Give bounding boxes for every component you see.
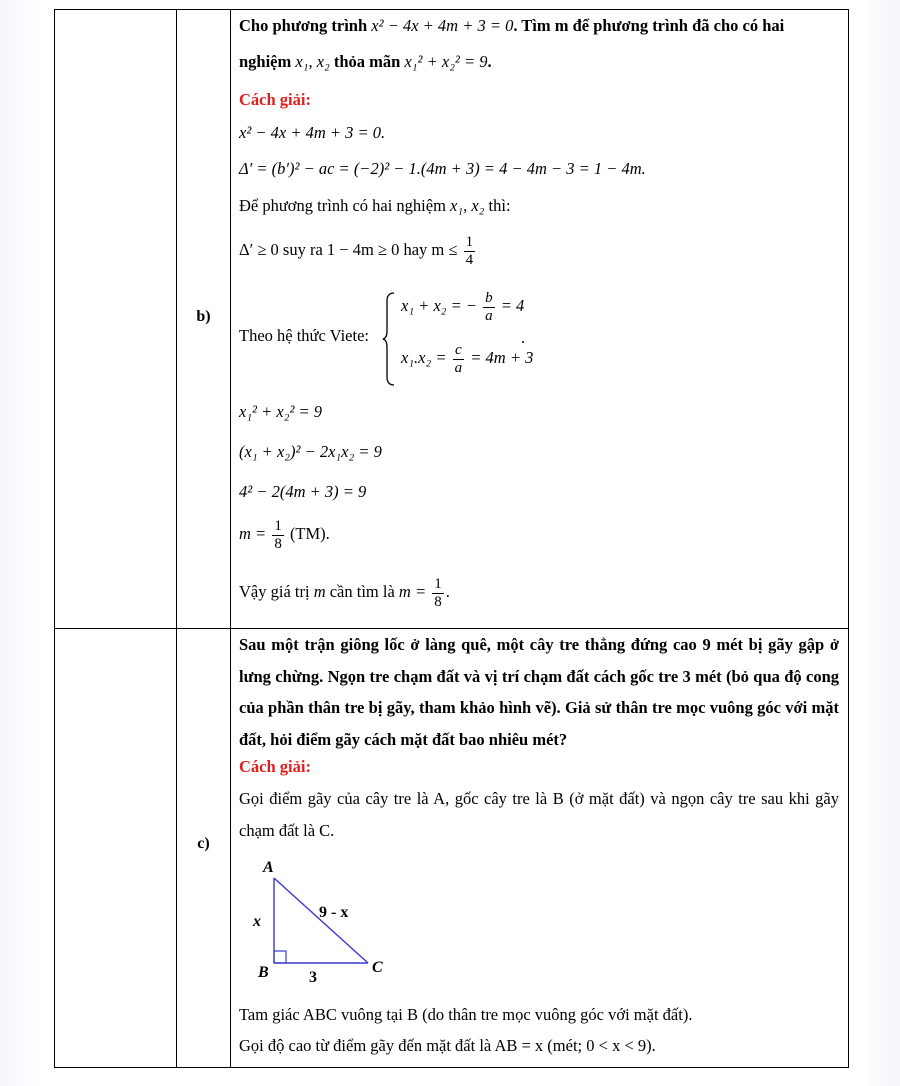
denominator: 4 [465,251,474,268]
period: . [445,581,450,601]
step-5: x₁² + x₂² = 9 [239,402,323,421]
condition-text: Δ′ ≥ 0 suy ra 1 − 4m ≥ 0 hay m ≤ [239,239,458,259]
fraction [483,290,495,324]
step-3 [239,196,511,216]
numerator: 1 [465,234,474,250]
equation: x² − 4x + 4m + 3 = 0 [371,16,514,35]
conclusion-text: Vậy giá trị [239,581,314,601]
triangle-figure [241,849,411,989]
viete-sum-rhs: = 4 [500,295,525,315]
part-b-content [231,10,849,629]
viete-period: . [521,328,526,347]
solution-title: Cách giải: [239,90,311,109]
result-note: (TM). [289,523,330,543]
denominator: a [485,307,493,324]
point-a: A [263,859,274,876]
step-2-discriminant: Δ′ = (b′)² − ac = (−2)² − 1.(4m + 3) = 4 − 4m − 3 = 1 − 4m. [239,159,646,178]
roots-vars: x₁, x₂ [450,196,485,215]
step-text: Để phương trình có hai nghiệm [239,196,451,215]
part-c-label: c) [197,835,210,852]
solution-table [54,9,849,1068]
viete-sum [401,290,524,324]
problem-statement: Sau một trận giông lốc ở làng quê, một cây tre thẳng đứng cao 9 mét bị gãy gập ở lưng chừng. Ngọn tre chạm đất và vị trí chạm đất cách gốc tre 3 mét (bỏ qua độ cong của phần thân tre bị gãy, tham khảo hình vẽ). Giả sử thân tre mọc vuông góc với mặt đất, hỏi điểm gãy cách mặt đất bao nhiêu mét? [239,635,839,749]
solution-title: Cách giải: [239,757,311,776]
viete-label: Theo hệ thức Viete: [239,326,369,345]
label-side-ab: x [253,913,261,930]
viete-sum-lhs: x₁ + x₂ = − [401,295,478,315]
conclusion-lhs: m = [398,581,427,601]
variable: m [313,581,326,601]
right-angle-icon [274,951,286,963]
step-4-condition [239,234,477,268]
blank-cell [55,629,177,1068]
fraction [272,518,284,552]
numerator: 1 [434,576,442,592]
denominator: 8 [434,593,442,610]
step-7: 4² − 2(4m + 3) = 9 [239,482,367,501]
viete-product [401,342,533,376]
part-c-content [231,629,849,1068]
conclusion-text: cần tìm là [325,581,399,601]
viete-product-lhs: x₁.x₂ = [401,347,447,367]
row-part-b [55,10,849,629]
question-line-2 [239,52,492,72]
part-b-label-cell [177,10,231,629]
point-b: B [258,964,269,981]
fraction [453,342,465,376]
point-c: C [372,959,383,976]
numerator: c [453,342,465,360]
question-line-1 [239,16,784,36]
denominator: a [454,359,463,376]
solution-step-2: Tam giác ABC vuông tại B (do thân tre mọc vuông góc với mặt đất). [239,1005,693,1024]
step-6: (x₁ + x₂)² − 2x₁x₂ = 9 [239,442,382,461]
fraction [464,234,476,268]
step-1: x² − 4x + 4m + 3 = 0. [239,123,386,142]
row-part-c [55,629,849,1068]
result-lhs: m = [239,523,267,543]
brace-icon [381,291,397,387]
denominator: 8 [274,535,282,552]
question-text: thỏa mãn [329,52,405,71]
numerator: b [485,290,493,306]
question-text-tail: . Tìm m để phương trình đã cho có hai [513,16,785,35]
numerator: 1 [274,518,282,534]
period: . [487,52,492,71]
solution-step-3: Gọi độ cao từ điểm gãy đến mặt đất là AB = x (mét; 0 < x < 9). [239,1036,656,1055]
blank-cell [55,10,177,629]
viete-product-rhs: = 4m + 3 [470,347,534,367]
label-side-bc: 3 [309,969,317,986]
solution-step-1: Gọi điểm gãy của cây tre là A, gốc cây tre là B (ở mặt đất) và ngọn cây tre sau khi gãy chạm đất là C. [239,789,839,840]
conclusion [239,576,450,610]
condition-equation: x₁² + x₂² = 9 [404,52,488,71]
question-text: Cho phương trình [239,16,372,35]
step-8-result [239,518,330,552]
part-c-label-cell [177,629,231,1068]
step-text: thì: [484,196,511,215]
label-side-ac: 9 - x [319,904,349,921]
part-b-label: b) [196,308,211,325]
roots-vars: x₁, x₂ [295,52,330,71]
question-text: nghiệm [239,52,296,71]
fraction [432,576,444,610]
